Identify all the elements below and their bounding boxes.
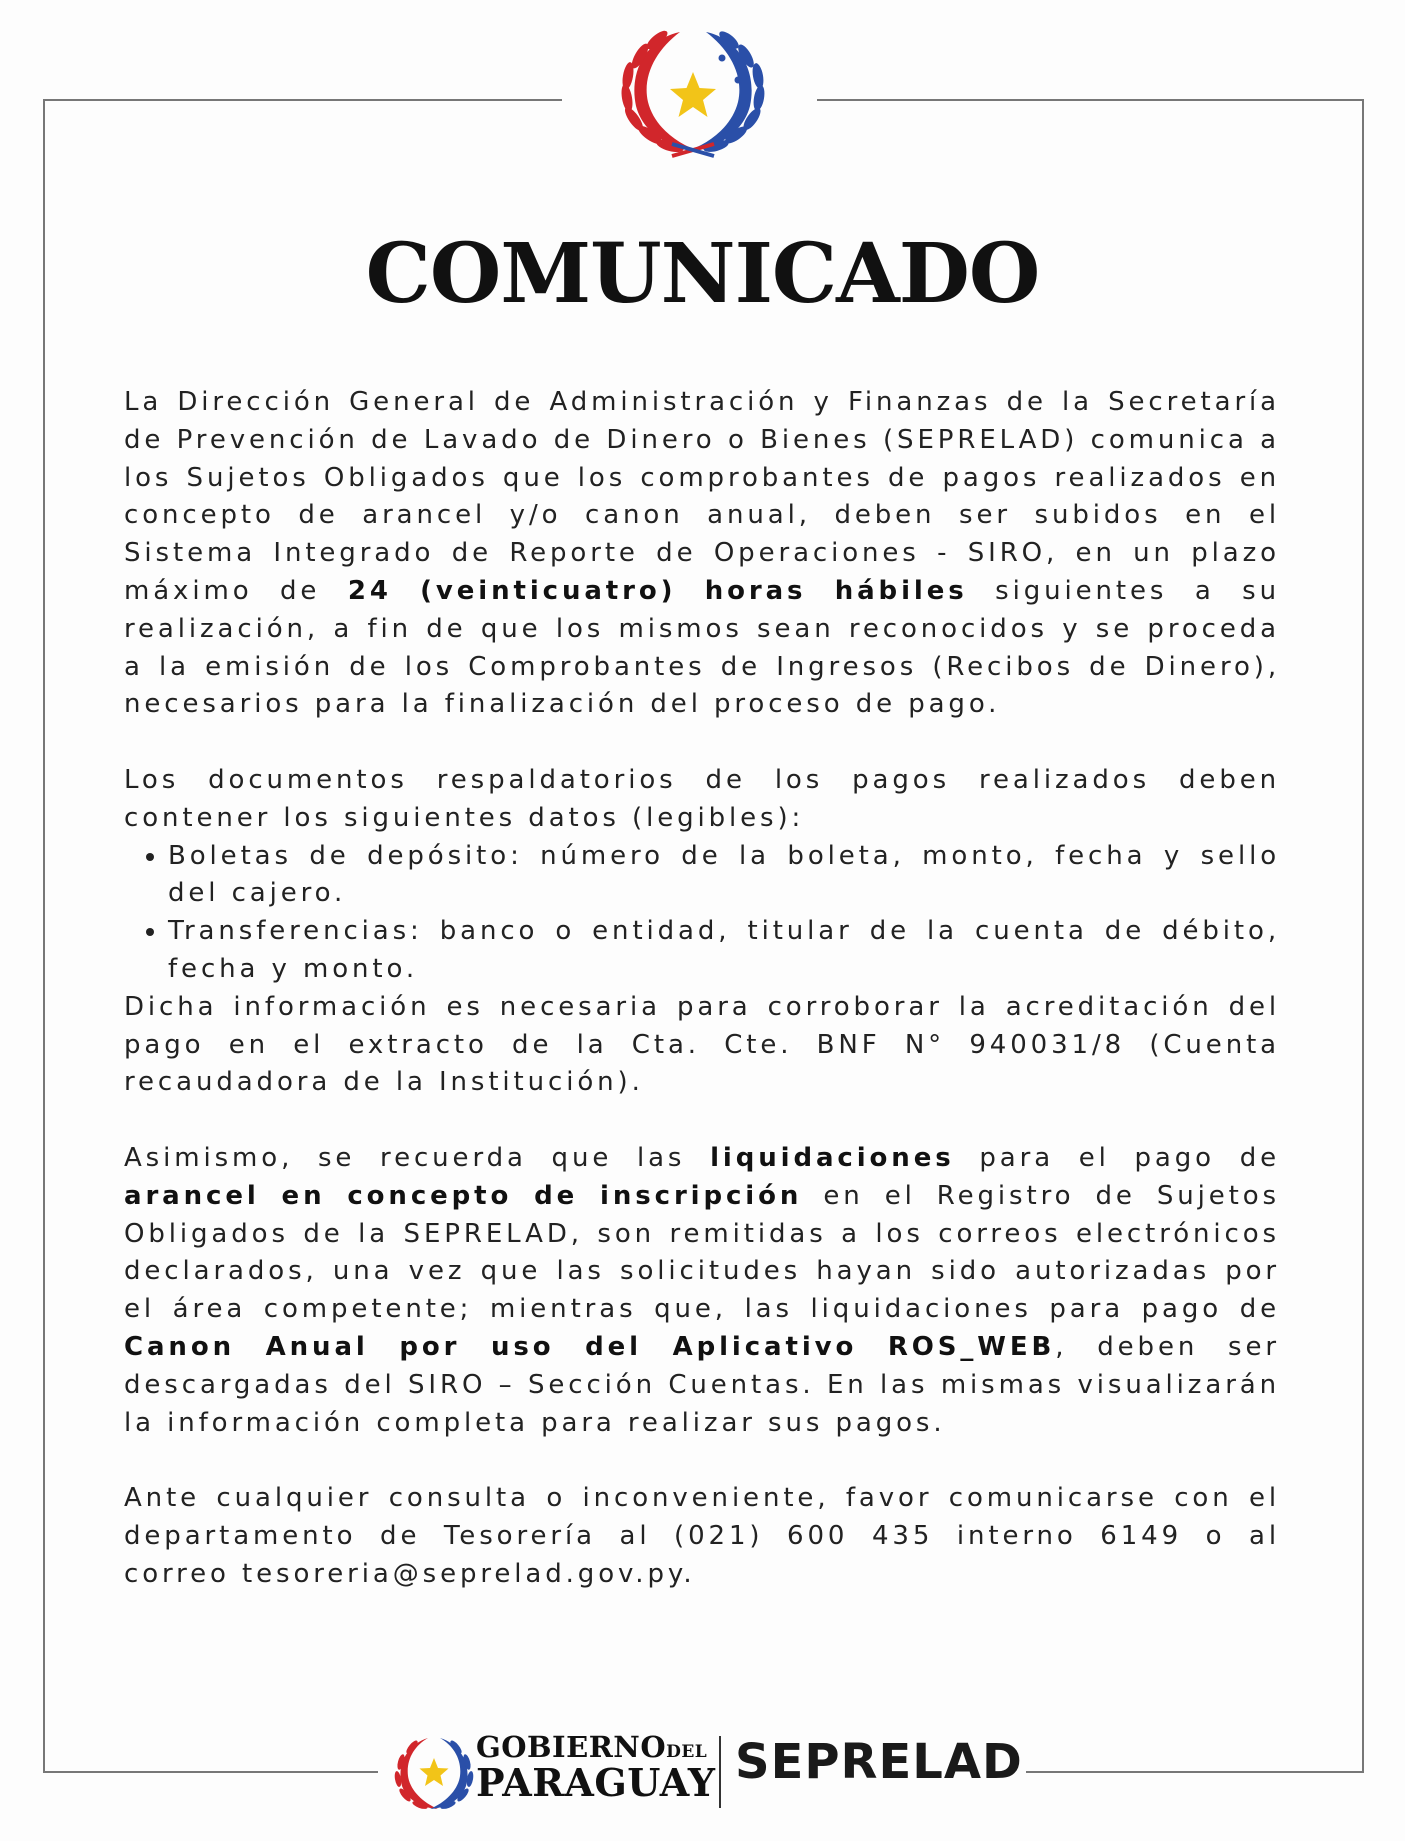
wordmark-paraguay: PARAGUAY — [476, 1760, 716, 1805]
text-segment: en el Registro de Sujetos Obligados de la SEPRELAD, son remitidas a los correos electrónicos declarados, una vez que las solicitudes hayan sido autorizadas por el área competente; mientras que, las liquidaciones para pago de — [124, 1180, 1280, 1325]
star-icon — [670, 72, 716, 117]
text-segment: siguientes a su realización, a fin de que los mismos sean reconocidos y se proceda a la emisión de los Comprobantes de Ingresos (Recibos de Dinero), necesarios para la finalización del proceso de pago. — [124, 575, 1280, 720]
bold-canon: Canon Anual por uso del Aplicativo ROS_WEB — [124, 1331, 1056, 1362]
seprelad-wordmark: SEPRELAD — [735, 1734, 1023, 1790]
paragraph-liquidaciones — [124, 1140, 1280, 1442]
paragraph-sirp-deadline — [124, 384, 1280, 724]
text-segment: Asimismo, se recuerda que las — [124, 1142, 711, 1173]
bold-liquidaciones: liquidaciones — [710, 1142, 955, 1173]
national-emblem-icon — [610, 18, 775, 163]
wordmark-gobierno: GOBIERNO — [476, 1730, 667, 1764]
page-title: COMUNICADO — [365, 226, 1040, 322]
required-data-list — [124, 838, 1280, 989]
bold-deadline: 24 (veinticuatro) horas hábiles — [347, 575, 968, 606]
paragraph-documents-outro: Dicha información es necesaria para corroborar la acreditación del pago en el extracto de la Cta. Cte. BNF N° 940031/8 (Cuenta recaudadora de la Institución). — [124, 991, 1280, 1098]
communique-body — [124, 384, 1280, 1594]
gobierno-wordmark — [476, 1730, 716, 1805]
paragraph-contact: Ante cualquier consulta o inconveniente, favor comunicarse con el departamento de Tesorería al (021) 600 435 interno 6149 o al correo tesoreria@seprelad.gov.py. — [124, 1483, 1280, 1589]
text-segment: , deben ser descargadas del SIRO – Sección Cuentas. En las mismas visualizarán la información completa para realizar sus pagos. — [124, 1331, 1280, 1438]
paragraph-documents-intro: Los documentos respaldatorios de los pagos realizados deben contener los siguientes datos (legibles): — [124, 764, 1280, 833]
wordmark-del: DEL — [666, 1742, 708, 1762]
list-item: • Transferencias: banco o entidad, titular de la cuenta de débito, fecha y monto. — [168, 913, 1280, 989]
footer-divider — [719, 1736, 721, 1808]
text-segment: La Dirección General de Administración y Finanzas de la Secretaría de Prevención de Lavado de Dinero o Bienes (SEPRELAD) comunica a los Sujetos Obligados que los comprobantes de pagos realizados en concepto de arancel y/o canon anual, deben ser subidos en el Sistema Integrado de Reporte de Operaciones - SIRO, en un plazo máximo de — [124, 387, 1280, 606]
list-item: • Boletas de depósito: número de la boleta, monto, fecha y sello del cajero. — [168, 838, 1280, 914]
gobierno-emblem-icon — [390, 1732, 478, 1812]
bold-arancel: arancel en concepto de inscripción — [124, 1180, 803, 1211]
text-segment: para el pago de — [954, 1142, 1281, 1173]
